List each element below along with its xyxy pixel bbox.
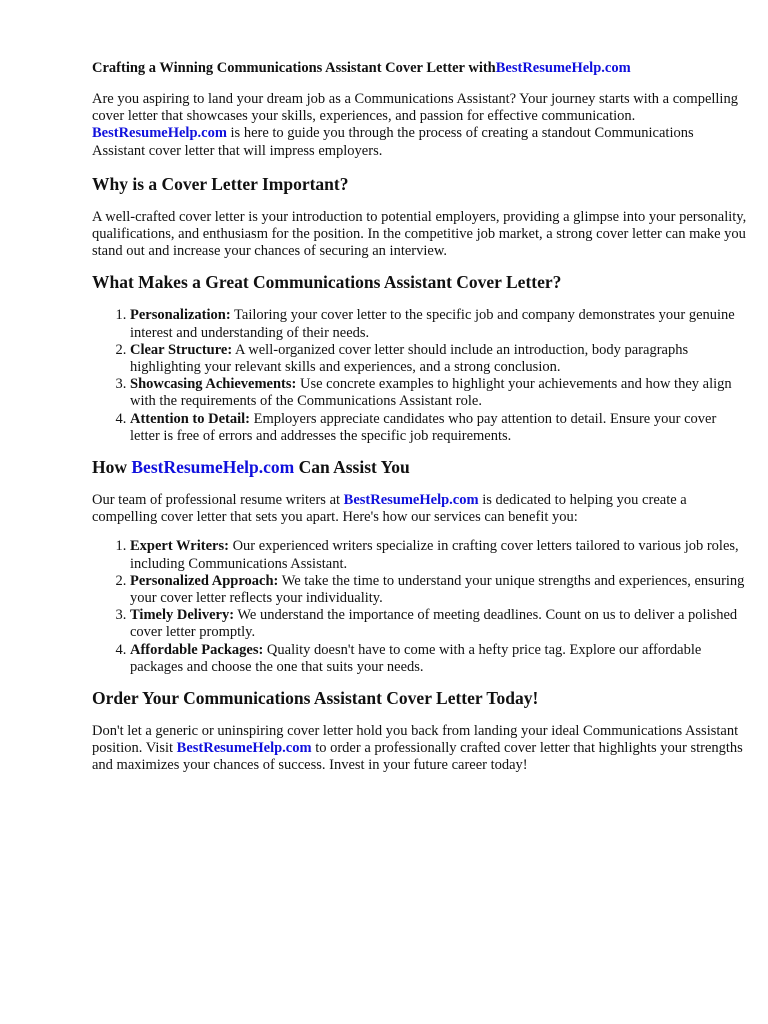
intro-paragraph [92,91,748,160]
why-paragraph: A well-crafted cover letter is your introduction to potential employers, providing a glimpse into your personality, qualifications, and enthusiasm for the position. In the competitive job market, a strong cover letter can make you stand out and increase your chances of securing an interview. [92,208,747,260]
assist-heading-link[interactable]: BestResumeHelp.com [131,457,295,478]
list-item-text: Use concrete examples to highlight your achievements and how they align with the requirements of the Communications Assistant role. [130,376,732,410]
list-item-text: Employers appreciate candidates who pay attention to detail. Ensure your cover letter is free of errors and addresses the specific job requirements. [130,410,717,444]
list-item-text: We understand the importance of meeting deadlines. Count on us to deliver a polished cover letter promptly. [130,607,738,641]
great-heading: What Makes a Great Communications Assistant Cover Letter? [92,272,562,293]
intro-link[interactable]: BestResumeHelp.com [92,125,227,142]
list-item-term: Attention to Detail: [130,410,251,427]
order-heading: Order Your Communications Assistant Cover Letter Today! [92,688,539,709]
list-item [130,642,748,676]
list-item [130,376,748,410]
assist-heading-suffix: Can Assist You [294,457,410,478]
title-link[interactable]: BestResumeHelp.com [495,60,631,76]
list-item [130,607,748,641]
list-item-term: Personalized Approach: [130,572,279,589]
list-item-term: Affordable Packages: [130,641,264,658]
assist-heading-prefix: How [92,457,132,478]
order-text-after: to order a professionally crafted cover letter that highlights your strengths and maximizes your chances of success. Invest in your future career today! [92,740,743,774]
list-item-term: Clear Structure: [130,341,233,358]
list-item-term: Expert Writers: [130,538,229,555]
assist-list [92,538,748,676]
list-item-text: Our experienced writers specialize in crafting cover letters tailored to various job roles, including Communications Assistant. [130,538,739,572]
list-item [130,307,748,341]
intro-text-before: Are you aspiring to land your dream job as a Communications Assistant? Your journey starts with a compelling cover letter that showcases your skills, experiences, and passion for effective communication. [92,91,738,125]
assist-heading [92,457,748,478]
list-item-text: Tailoring your cover letter to the specific job and company demonstrates your genuine interest and understanding of their needs. [130,307,735,341]
list-item [130,538,748,572]
list-item-text: We take the time to understand your unique strengths and experiences, ensuring your cover letter reflects your individuality. [130,572,745,607]
intro-text-after: is here to guide you through the process of creating a standout Communications Assistant cover letter that will impress employers. [92,125,694,159]
assist-text-after: is dedicated to helping you create a compelling cover letter that sets you apart. Here's how our services can benefit you: [92,492,687,526]
list-item [130,411,748,445]
order-paragraph [92,723,748,775]
order-text-before: Don't let a generic or uninspiring cover letter hold you back from landing your ideal Communications Assistant position. Visit [92,723,739,757]
great-list [92,307,748,445]
list-item [130,342,748,376]
list-item [130,573,748,607]
list-item-text: Quality doesn't have to come with a hefty price tag. Explore our affordable packages and choose the one that suits your needs. [130,641,702,675]
assist-link[interactable]: BestResumeHelp.com [343,492,479,509]
order-link[interactable]: BestResumeHelp.com [176,740,312,757]
list-item-term: Timely Delivery: [130,607,235,624]
why-heading: Why is a Cover Letter Important? [92,173,349,194]
list-item-term: Personalization: [130,307,231,324]
list-item-text: A well-organized cover letter should include an introduction, body paragraphs highlighting your relevant skills and experiences, and a strong conclusion. [130,341,689,376]
assist-text-before: Our team of professional resume writers at [92,492,344,509]
title-text: Crafting a Winning Communications Assistant Cover Letter with [92,60,496,76]
document-title [92,60,748,77]
assist-paragraph [92,492,748,526]
list-item-term: Showcasing Achievements: [130,376,297,393]
